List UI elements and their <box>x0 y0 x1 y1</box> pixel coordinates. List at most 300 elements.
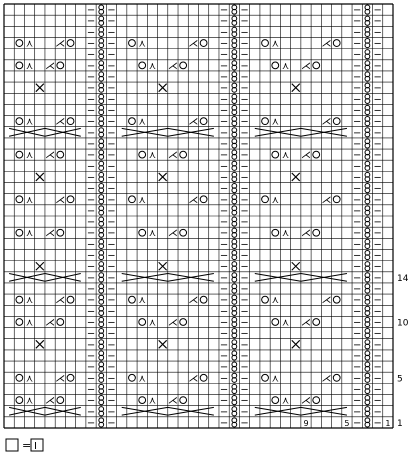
yarn-over-symbol <box>16 196 23 203</box>
k2tog-symbol: ⋏ <box>281 228 290 240</box>
purl-symbol: − <box>240 272 249 284</box>
purl-symbol: − <box>86 328 96 340</box>
yarn-over-symbol <box>16 151 23 158</box>
purl-symbol: − <box>107 406 116 418</box>
purl-symbol: − <box>107 328 116 340</box>
purl-symbol: − <box>373 239 382 251</box>
twisted-stitch-symbol <box>232 172 237 181</box>
purl-symbol: − <box>86 194 96 206</box>
twisted-stitch-symbol <box>232 206 237 215</box>
purl-symbol: − <box>352 272 362 284</box>
twisted-stitch-symbol <box>232 195 237 204</box>
twisted-stitch-symbol <box>99 27 104 36</box>
yarn-over-symbol <box>262 118 269 125</box>
twisted-stitch-symbol <box>99 94 104 103</box>
twisted-stitch-symbol <box>99 362 104 371</box>
yarn-over-symbol <box>262 374 269 381</box>
purl-symbol: − <box>240 83 249 95</box>
yarn-over-symbol <box>16 62 23 69</box>
legend-equals: = <box>22 439 32 452</box>
twisted-stitch-symbol <box>365 206 370 215</box>
purl-symbol: − <box>240 94 249 106</box>
purl-symbol: − <box>107 150 116 162</box>
purl-symbol: − <box>240 284 249 296</box>
purl-symbol: − <box>219 250 229 262</box>
purl-symbol: − <box>352 49 362 61</box>
twisted-stitch-symbol <box>365 329 370 338</box>
k2tog-symbol: ⋏ <box>25 395 34 407</box>
purl-symbol: − <box>107 350 116 362</box>
purl-symbol: − <box>86 417 96 429</box>
yarn-over-symbol <box>180 397 187 404</box>
purl-symbol: − <box>219 194 229 206</box>
purl-symbol: − <box>352 94 362 106</box>
purl-symbol: − <box>219 161 229 173</box>
twisted-stitch-symbol <box>99 228 104 237</box>
purl-symbol: − <box>107 373 116 385</box>
purl-symbol: − <box>352 395 362 407</box>
purl-symbol: − <box>107 317 116 329</box>
twisted-stitch-symbol <box>232 150 237 159</box>
twisted-stitch-symbol <box>365 407 370 416</box>
twisted-stitch-symbol <box>232 228 237 237</box>
purl-symbol: − <box>373 150 382 162</box>
twisted-stitch-symbol <box>99 161 104 170</box>
k2tog-symbol: ⋏ <box>271 373 279 385</box>
purl-symbol: − <box>240 250 249 262</box>
twisted-stitch-symbol <box>365 250 370 259</box>
ssk-symbol: ⋌ <box>300 60 311 72</box>
purl-symbol: − <box>240 194 249 206</box>
ssk-symbol: ⋌ <box>167 228 178 240</box>
purl-symbol: − <box>86 295 96 307</box>
purl-symbol: − <box>219 339 229 351</box>
purl-symbol: − <box>240 16 249 28</box>
twisted-stitch-symbol <box>365 340 370 349</box>
purl-symbol: − <box>219 295 229 307</box>
purl-symbol: − <box>352 228 362 240</box>
twisted-stitch-symbol <box>99 329 104 338</box>
purl-symbol: − <box>352 239 362 251</box>
purl-symbol: − <box>219 228 229 240</box>
purl-symbol: − <box>373 127 382 139</box>
twisted-stitch-symbol <box>365 61 370 70</box>
twisted-stitch-symbol <box>232 262 237 271</box>
purl-symbol: − <box>352 138 362 150</box>
k2tog-symbol: ⋏ <box>25 373 34 385</box>
yarn-over-symbol <box>262 296 269 303</box>
purl-symbol: − <box>240 38 249 50</box>
k2tog-symbol: ⋏ <box>25 38 34 50</box>
twisted-stitch-symbol <box>365 161 370 170</box>
purl-symbol: − <box>219 150 229 162</box>
purl-symbol: − <box>219 83 229 95</box>
twisted-stitch-symbol <box>365 373 370 382</box>
purl-symbol: − <box>219 172 229 184</box>
purl-symbol: − <box>219 60 229 72</box>
twisted-stitch-symbol <box>232 239 237 248</box>
purl-symbol: − <box>352 5 362 17</box>
yarn-over-symbol <box>16 229 23 236</box>
yarn-over-symbol <box>272 319 279 326</box>
yarn-over-symbol <box>313 319 320 326</box>
purl-symbol: − <box>240 127 249 139</box>
purl-symbol: − <box>86 60 96 72</box>
purl-symbol: − <box>86 395 96 407</box>
twisted-stitch-symbol <box>99 250 104 259</box>
twisted-stitch-symbol <box>232 27 237 36</box>
purl-symbol: − <box>107 362 116 374</box>
twisted-stitch-symbol <box>365 83 370 92</box>
k2tog-symbol: ⋏ <box>148 150 157 162</box>
purl-symbol: − <box>107 239 116 251</box>
purl-symbol: − <box>219 284 229 296</box>
yarn-over-symbol <box>313 151 320 158</box>
purl-symbol: − <box>352 261 362 273</box>
twisted-stitch-symbol <box>99 262 104 271</box>
yarn-over-symbol <box>262 196 269 203</box>
purl-symbol: − <box>373 172 382 184</box>
ssk-symbol: ⋌ <box>55 38 66 50</box>
purl-symbol: − <box>219 105 229 117</box>
purl-symbol: − <box>107 272 116 284</box>
k2tog-symbol: ⋏ <box>25 116 34 128</box>
purl-symbol: − <box>107 60 116 72</box>
k2tog-symbol: ⋏ <box>25 317 34 329</box>
twisted-stitch-symbol <box>365 27 370 36</box>
twisted-stitch-symbol <box>99 150 104 159</box>
purl-symbol: − <box>219 205 229 217</box>
twisted-stitch-symbol <box>99 351 104 360</box>
purl-symbol: − <box>240 239 249 251</box>
yarn-over-symbol <box>139 397 146 404</box>
purl-symbol: − <box>219 183 229 195</box>
purl-symbol: − <box>86 94 96 106</box>
purl-symbol: − <box>240 362 249 374</box>
twisted-stitch-symbol <box>232 105 237 114</box>
twisted-stitch-symbol <box>232 61 237 70</box>
purl-symbol: − <box>240 205 249 217</box>
yarn-over-symbol <box>180 151 187 158</box>
purl-symbol: − <box>373 339 382 351</box>
purl-symbol: − <box>219 362 229 374</box>
yarn-over-symbol <box>129 296 136 303</box>
yarn-over-symbol <box>129 196 136 203</box>
k2tog-symbol: ⋏ <box>281 150 290 162</box>
yarn-over-symbol <box>16 296 23 303</box>
purl-symbol: − <box>352 105 362 117</box>
twisted-stitch-symbol <box>99 195 104 204</box>
purl-symbol: − <box>86 217 96 229</box>
purl-symbol: − <box>240 72 249 84</box>
purl-symbol: − <box>86 161 96 173</box>
purl-symbol: − <box>219 94 229 106</box>
purl-symbol: − <box>240 328 249 340</box>
twisted-stitch-symbol <box>99 295 104 304</box>
twisted-stitch-symbol <box>365 128 370 137</box>
purl-symbol: − <box>373 250 382 262</box>
yarn-over-symbol <box>16 40 23 47</box>
twisted-stitch-symbol <box>99 317 104 326</box>
k2tog-symbol: ⋏ <box>271 116 279 128</box>
twisted-stitch-symbol <box>365 38 370 47</box>
twisted-stitch-symbol <box>365 351 370 360</box>
twisted-stitch-symbol <box>99 61 104 70</box>
purl-symbol: − <box>352 295 362 307</box>
purl-symbol: − <box>107 306 116 318</box>
twisted-stitch-symbol <box>365 228 370 237</box>
purl-symbol: − <box>240 105 249 117</box>
purl-symbol: − <box>373 228 382 240</box>
purl-symbol: − <box>86 138 96 150</box>
column-number: 9 <box>303 418 309 428</box>
yarn-over-symbol <box>67 40 74 47</box>
purl-symbol: − <box>219 272 229 284</box>
twisted-stitch-symbol <box>99 418 104 427</box>
purl-symbol: − <box>240 373 249 385</box>
twisted-stitch-symbol <box>365 418 370 427</box>
purl-symbol: − <box>107 194 116 206</box>
purl-symbol: − <box>107 250 116 262</box>
purl-symbol: − <box>86 72 96 84</box>
twisted-stitch-symbol <box>365 72 370 81</box>
purl-symbol: − <box>86 205 96 217</box>
ssk-symbol: ⋌ <box>321 116 332 128</box>
purl-symbol: − <box>107 384 116 396</box>
purl-symbol: − <box>107 172 116 184</box>
yarn-over-symbol <box>129 374 136 381</box>
purl-symbol: − <box>219 16 229 28</box>
k2tog-symbol: ⋏ <box>138 373 146 385</box>
ssk-symbol: ⋌ <box>188 194 199 206</box>
twisted-stitch-symbol <box>232 38 237 47</box>
twisted-stitch-symbol <box>232 306 237 315</box>
purl-symbol: − <box>373 406 382 418</box>
purl-symbol: − <box>352 205 362 217</box>
purl-symbol: − <box>352 27 362 39</box>
twisted-stitch-symbol <box>99 384 104 393</box>
ssk-symbol: ⋌ <box>300 317 311 329</box>
purl-symbol: − <box>352 127 362 139</box>
purl-symbol: − <box>86 172 96 184</box>
twisted-stitch-symbol <box>232 128 237 137</box>
purl-symbol: − <box>219 217 229 229</box>
yarn-over-symbol <box>139 62 146 69</box>
twisted-stitch-symbol <box>232 329 237 338</box>
purl-symbol: − <box>373 284 382 296</box>
twisted-stitch-symbol <box>232 284 237 293</box>
yarn-over-symbol <box>272 62 279 69</box>
purl-symbol: − <box>373 38 382 50</box>
ssk-symbol: ⋌ <box>55 373 66 385</box>
purl-symbol: − <box>86 373 96 385</box>
purl-symbol: − <box>352 217 362 229</box>
yarn-over-symbol <box>57 151 64 158</box>
purl-symbol: − <box>86 272 96 284</box>
ssk-symbol: ⋌ <box>188 295 199 307</box>
twisted-stitch-symbol <box>365 139 370 148</box>
purl-symbol: − <box>86 239 96 251</box>
ssk-symbol: ⋌ <box>188 116 199 128</box>
twisted-stitch-symbol <box>232 5 237 14</box>
purl-symbol: − <box>107 38 116 50</box>
twisted-stitch-symbol <box>365 295 370 304</box>
yarn-over-symbol <box>180 62 187 69</box>
purl-symbol: − <box>86 250 96 262</box>
yarn-over-symbol <box>333 296 340 303</box>
k2tog-symbol: ⋏ <box>138 38 146 50</box>
twisted-stitch-symbol <box>99 184 104 193</box>
purl-symbol: − <box>352 194 362 206</box>
purl-symbol: − <box>219 72 229 84</box>
k2tog-symbol: ⋏ <box>148 60 157 72</box>
twisted-stitch-symbol <box>232 396 237 405</box>
purl-symbol: − <box>107 417 116 429</box>
twisted-stitch-symbol <box>99 128 104 137</box>
twisted-stitch-symbol <box>365 384 370 393</box>
purl-symbol: − <box>86 384 96 396</box>
twisted-stitch-symbol <box>232 94 237 103</box>
purl-symbol: − <box>219 384 229 396</box>
purl-symbol: − <box>352 339 362 351</box>
purl-symbol: − <box>107 161 116 173</box>
yarn-over-symbol <box>57 397 64 404</box>
purl-symbol: − <box>107 16 116 28</box>
purl-symbol: − <box>86 83 96 95</box>
twisted-stitch-symbol <box>99 16 104 25</box>
purl-symbol: − <box>219 27 229 39</box>
purl-symbol: − <box>373 105 382 117</box>
purl-symbol: − <box>86 183 96 195</box>
purl-symbol: − <box>86 150 96 162</box>
ssk-symbol: ⋌ <box>300 395 311 407</box>
purl-symbol: − <box>107 94 116 106</box>
yarn-over-symbol <box>200 296 207 303</box>
k2tog-symbol: ⋏ <box>281 317 290 329</box>
purl-symbol: − <box>107 105 116 117</box>
purl-symbol: − <box>107 183 116 195</box>
twisted-stitch-symbol <box>232 418 237 427</box>
twisted-stitch-symbol <box>232 217 237 226</box>
purl-symbol: − <box>107 205 116 217</box>
purl-symbol: − <box>373 72 382 84</box>
twisted-stitch-symbol <box>232 407 237 416</box>
twisted-stitch-symbol <box>232 72 237 81</box>
twisted-stitch-symbol <box>99 373 104 382</box>
purl-symbol: − <box>352 161 362 173</box>
twisted-stitch-symbol <box>99 217 104 226</box>
legend-empty-square <box>6 439 18 451</box>
ssk-symbol: ⋌ <box>167 317 178 329</box>
twisted-stitch-symbol <box>365 195 370 204</box>
twisted-stitch-symbol <box>99 306 104 315</box>
purl-symbol: − <box>219 328 229 340</box>
purl-symbol: − <box>373 49 382 61</box>
legend-knit-symbol: Ι <box>34 441 37 452</box>
purl-symbol: − <box>107 49 116 61</box>
purl-symbol: − <box>373 161 382 173</box>
yarn-over-symbol <box>129 118 136 125</box>
k2tog-symbol: ⋏ <box>138 295 146 307</box>
purl-symbol: − <box>373 261 382 273</box>
purl-symbol: − <box>219 138 229 150</box>
purl-symbol: − <box>373 328 382 340</box>
twisted-stitch-symbol <box>232 351 237 360</box>
purl-symbol: − <box>352 317 362 329</box>
twisted-stitch-symbol <box>99 206 104 215</box>
purl-symbol: − <box>373 138 382 150</box>
yarn-over-symbol <box>333 118 340 125</box>
k2tog-symbol: ⋏ <box>281 395 290 407</box>
purl-symbol: − <box>240 384 249 396</box>
purl-symbol: − <box>107 138 116 150</box>
purl-symbol: − <box>240 261 249 273</box>
k2tog-symbol: ⋏ <box>25 228 34 240</box>
yarn-over-symbol <box>16 319 23 326</box>
yarn-over-symbol <box>200 118 207 125</box>
twisted-stitch-symbol <box>365 262 370 271</box>
purl-symbol: − <box>240 183 249 195</box>
purl-symbol: − <box>86 27 96 39</box>
purl-symbol: − <box>373 417 382 429</box>
yarn-over-symbol <box>57 62 64 69</box>
twisted-stitch-symbol <box>99 407 104 416</box>
twisted-stitch-symbol <box>99 340 104 349</box>
twisted-stitch-symbol <box>232 161 237 170</box>
yarn-over-symbol <box>200 196 207 203</box>
purl-symbol: − <box>352 306 362 318</box>
yarn-over-symbol <box>313 397 320 404</box>
ssk-symbol: ⋌ <box>55 295 66 307</box>
purl-symbol: − <box>86 116 96 128</box>
k2tog-symbol: ⋏ <box>148 317 157 329</box>
purl-symbol: − <box>373 306 382 318</box>
purl-symbol: − <box>240 395 249 407</box>
yarn-over-symbol <box>139 319 146 326</box>
twisted-stitch-symbol <box>365 50 370 59</box>
yarn-over-symbol <box>16 118 23 125</box>
purl-symbol: − <box>352 150 362 162</box>
k2tog-symbol: ⋏ <box>148 228 157 240</box>
purl-symbol: − <box>373 317 382 329</box>
purl-symbol: − <box>107 83 116 95</box>
twisted-stitch-symbol <box>365 273 370 282</box>
k2tog-symbol: ⋏ <box>271 295 279 307</box>
purl-symbol: − <box>352 284 362 296</box>
purl-symbol: − <box>86 339 96 351</box>
purl-symbol: − <box>352 417 362 429</box>
twisted-stitch-symbol <box>232 295 237 304</box>
yarn-over-symbol <box>57 229 64 236</box>
twisted-stitch-symbol <box>99 72 104 81</box>
ssk-symbol: ⋌ <box>45 395 56 407</box>
purl-symbol: − <box>219 49 229 61</box>
purl-symbol: − <box>240 217 249 229</box>
purl-symbol: − <box>107 27 116 39</box>
purl-symbol: − <box>107 127 116 139</box>
purl-symbol: − <box>352 183 362 195</box>
k2tog-symbol: ⋏ <box>281 60 290 72</box>
twisted-stitch-symbol <box>232 50 237 59</box>
purl-symbol: − <box>240 150 249 162</box>
purl-symbol: − <box>373 373 382 385</box>
yarn-over-symbol <box>16 397 23 404</box>
ssk-symbol: ⋌ <box>300 228 311 240</box>
purl-symbol: − <box>240 49 249 61</box>
twisted-stitch-symbol <box>99 105 104 114</box>
twisted-stitch-symbol <box>365 396 370 405</box>
yarn-over-symbol <box>313 229 320 236</box>
